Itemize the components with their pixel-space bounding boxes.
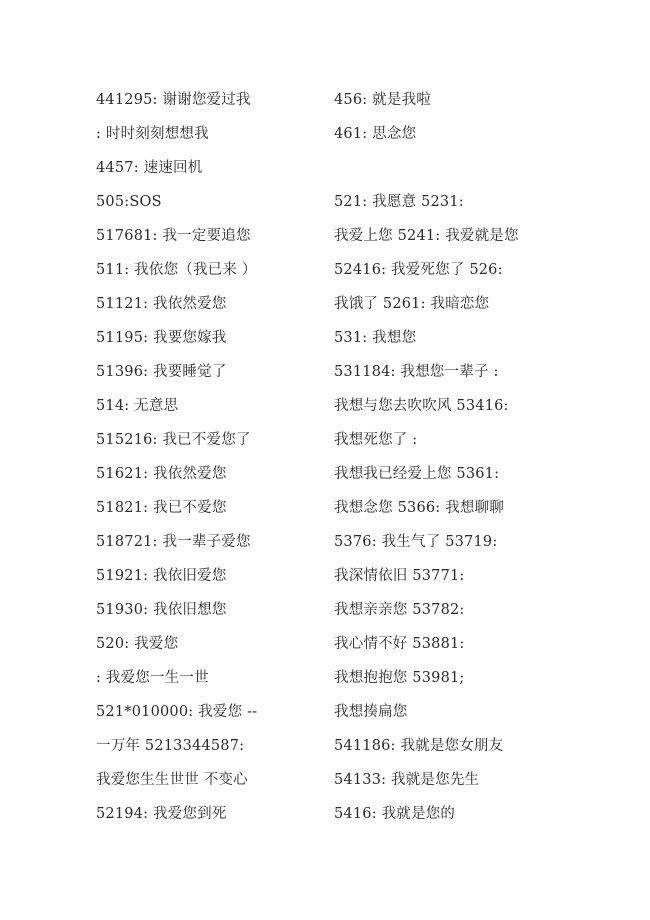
- text-line: 我想念您 5366: 我想聊聊: [334, 500, 505, 516]
- left-column: [96, 86, 336, 834]
- text-line: 我饿了 5261: 我暗恋您: [334, 296, 490, 312]
- text-line: 我深情依旧 53771:: [334, 568, 465, 584]
- text-line: 521*010000: 我爱您 --: [96, 704, 258, 720]
- text-line: 531184: 我想您一辈子 :: [334, 364, 499, 380]
- text-line: 541186: 我就是您女朋友: [334, 738, 504, 754]
- text-line: 520: 我爱您: [96, 636, 179, 652]
- text-line: 我想抱抱您 53981;: [334, 670, 465, 686]
- text-line: 517681: 我一定要追您: [96, 228, 251, 244]
- text-line: 515216: 我已不爱您了: [96, 432, 251, 448]
- text-line: 461: 思念您: [334, 126, 417, 142]
- text-line: 54133: 我就是您先生: [334, 772, 480, 788]
- text-line: 我爱您生生世世 不变心: [96, 772, 248, 788]
- right-column: [334, 86, 574, 834]
- text-line: 5376: 我生气了 53719:: [334, 534, 498, 550]
- text-line: 我想与您去吹吹风 53416:: [334, 398, 509, 414]
- text-line: : 时时刻刻想想我: [96, 126, 209, 142]
- text-line: 51621: 我依然爱您: [96, 466, 227, 482]
- text-line: 我想我已经爱上您 5361:: [334, 466, 500, 482]
- text-line: 51821: 我已不爱您: [96, 500, 227, 516]
- text-line: : 我爱您一生一世: [96, 670, 209, 686]
- text-line: 531: 我想您: [334, 330, 417, 346]
- text-line: 一万年 5213344587:: [96, 738, 245, 754]
- text-line: 我想死您了 :: [334, 432, 418, 448]
- text-line: 我想亲亲您 53782:: [334, 602, 465, 618]
- text-line: 521: 我愿意 5231:: [334, 194, 464, 210]
- text-line: 我心情不好 53881:: [334, 636, 465, 652]
- text-line: 51930: 我依旧想您: [96, 602, 227, 618]
- text-line: 514: 无意思: [96, 398, 179, 414]
- text-line: 我爱上您 5241: 我爱就是您: [334, 228, 519, 244]
- text-line: 51921: 我依旧爱您: [96, 568, 227, 584]
- text-line: 51396: 我要睡觉了: [96, 364, 227, 380]
- text-line: 4457: 速速回机: [96, 160, 203, 176]
- text-line: 456: 就是我啦: [334, 92, 431, 108]
- text-line: 441295: 谢谢您爱过我: [96, 92, 251, 108]
- text-line: 52194: 我爱您到死: [96, 806, 227, 822]
- blank-line: [334, 154, 574, 188]
- text-line: 5416: 我就是您的: [334, 806, 456, 822]
- text-line: 52416: 我爱死您了 526:: [334, 262, 503, 278]
- text-line: 518721: 我一辈子爱您: [96, 534, 251, 550]
- text-line: 505:SOS: [96, 194, 162, 210]
- text-line: 51195: 我要您嫁我: [96, 330, 227, 346]
- text-line: 511: 我依您（我已来 ）: [96, 262, 257, 278]
- text-line: 我想揍扁您: [334, 704, 408, 720]
- text-line: 51121: 我依然爱您: [96, 296, 227, 312]
